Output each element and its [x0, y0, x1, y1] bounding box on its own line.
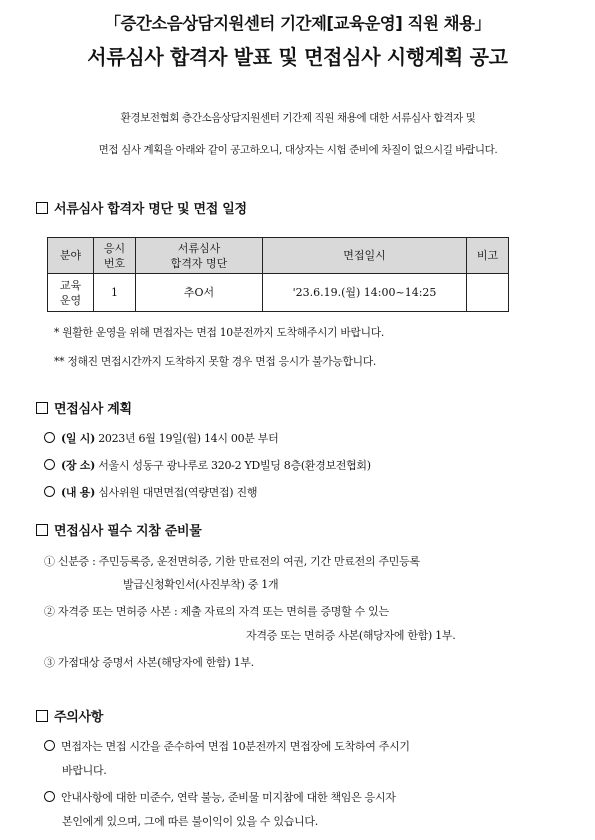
prep-item-license: ② 자격증 또는 면허증 사본 : 제출 자료의 자격 또는 면허를 증명할 수 있는	[44, 605, 389, 618]
table-row	[48, 274, 509, 312]
section2-heading-text: 면접심사 계획	[54, 402, 132, 417]
section3-heading	[36, 520, 202, 539]
caution-item-responsibility-cont: 본인에게 있으며, 그에 따른 불이익이 있을 수 있습니다.	[62, 815, 318, 828]
prep-item-id: ① 신분증 : 주민등록증, 운전면허증, 기한 만료전의 여권, 기간 만료전의 주민등록	[44, 555, 420, 568]
header-applicant-number: 응시 번호	[94, 238, 136, 274]
checkbox-square-icon	[36, 202, 48, 214]
circle-bullet-icon	[44, 432, 55, 443]
circle-bullet-icon	[44, 791, 55, 802]
checkbox-square-icon	[36, 710, 48, 722]
schedule-table	[47, 237, 509, 312]
plan-item-location: (장 소) 서울시 성동구 광나루로 320-2 YD빌딩 8층(환경보전협회)	[44, 457, 371, 473]
section1-heading-text: 서류심사 합격자 명단 및 면접 일정	[54, 202, 247, 217]
circle-bullet-icon	[44, 459, 55, 470]
header-field: 분야	[48, 238, 94, 274]
cell-passed-name: 추O서	[136, 274, 263, 312]
caution-item-arrival-cont: 바랍니다.	[62, 764, 107, 777]
document-title-line1: 「증간소음상담지원센터 기간제[교육운영] 직원 채용」	[104, 14, 491, 33]
intro-line2: 면접 심사 계획을 아래와 같이 공고하오니, 대상자는 시험 준비에 차질이 없으시길 바랍니다.	[98, 144, 498, 156]
section2-heading	[36, 398, 132, 417]
checkbox-square-icon	[36, 402, 48, 414]
cell-remarks	[467, 274, 509, 312]
cell-applicant-number: 1	[94, 274, 136, 312]
section4-heading	[36, 706, 103, 725]
prep-item-license-cont: 자격증 또는 면허증 사본(해당자에 한함) 1부.	[246, 629, 456, 642]
circle-bullet-icon	[44, 486, 55, 497]
cell-field: 교육 운영	[48, 274, 94, 312]
table-header-row	[48, 238, 509, 274]
plan-item-datetime: (일 시) 2023년 6월 19일(월) 14시 00분 부터	[44, 430, 278, 446]
prep-item-id-cont: 발급신청확인서(사진부착) 중 1개	[123, 578, 279, 591]
note-late: ** 정해진 면접시간까지 도착하지 못할 경우 면접 응시가 불가능합니다.	[54, 355, 377, 368]
caution-item-responsibility: 안내사항에 대한 미준수, 연락 불능, 준비물 미지참에 대한 책임은 응시자	[44, 789, 396, 805]
document-title-line2: 서류심사 합격자 발표 및 면접심사 시행계획 공고	[87, 45, 508, 69]
prep-item-bonus: ③ 가점대상 증명서 사본(해당자에 한함) 1부.	[44, 656, 254, 669]
plan-item-content: (내 용) 심사위원 대면면접(역량면접) 진행	[44, 484, 257, 500]
checkbox-square-icon	[36, 524, 48, 536]
cell-interview-datetime: '23.6.19.(월) 14:00~14:25	[263, 274, 467, 312]
header-remarks: 비고	[467, 238, 509, 274]
caution-item-arrival: 면접자는 면접 시간을 준수하여 면접 10분전까지 면접장에 도착하여 주시기	[44, 738, 410, 754]
section3-heading-text: 면접심사 필수 지참 준비물	[54, 524, 202, 539]
header-passed-names: 서류심사 합격자 명단	[136, 238, 263, 274]
header-interview-datetime: 면접일시	[263, 238, 467, 274]
section4-heading-text: 주의사항	[54, 710, 104, 725]
section1-heading	[36, 198, 247, 217]
note-arrival: * 원활한 운영을 위해 면접자는 면접 10분전까지 도착해주시기 바랍니다.	[54, 326, 385, 339]
circle-bullet-icon	[44, 740, 55, 751]
intro-line1: 환경보전협회 층간소음상담지원센터 기간제 직원 채용에 대한 서류심사 합격자 및	[120, 112, 476, 124]
